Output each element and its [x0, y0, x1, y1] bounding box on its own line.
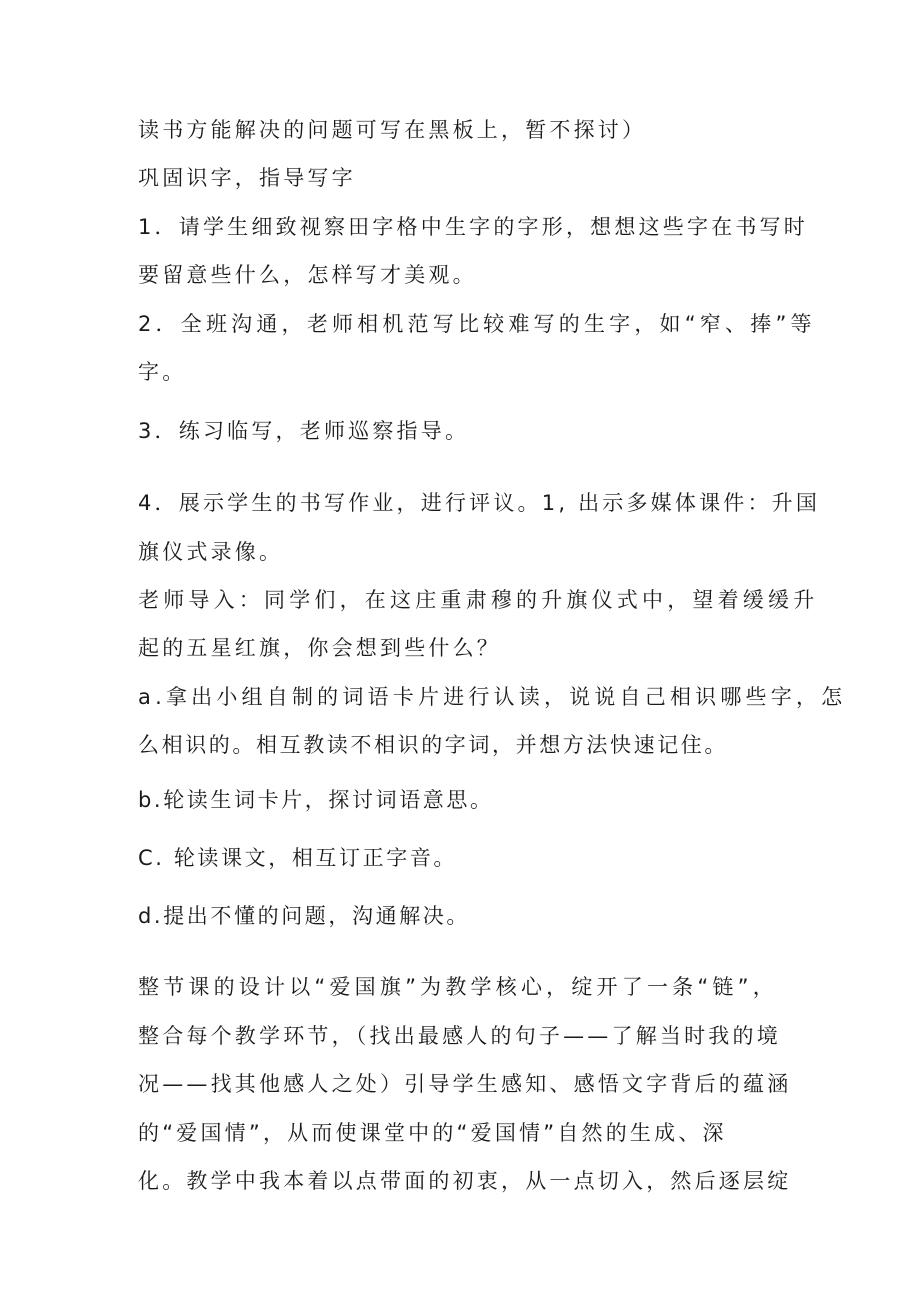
text-line: 么相识的。相互教读不相识的字词，并想方法快速记住。 [138, 733, 728, 757]
text-line: 2．全班沟通，老师相机范写比较难写的生字，如“窄、捧”等 [138, 312, 816, 336]
text-line: d.提出不懂的问题，沟通解决。 [138, 904, 471, 928]
text-line: a.拿出小组自制的词语卡片进行认读，说说自己相识哪些字，怎 [138, 685, 847, 709]
text-line: 3．练习临写，老师巡察指导。 [138, 419, 470, 443]
text-line: 字。 [138, 360, 187, 384]
text-line: 要留意些什么，怎样写才美观。 [138, 263, 477, 287]
text-line: 老师导入：同学们，在这庄重肃穆的升旗仪式中，望着缓缓升 [138, 588, 819, 612]
text-line: 读书方能解决的问题可写在黑板上，暂不探讨） [138, 118, 647, 142]
text-line: 4．展示学生的书写作业，进行评议。1, 出示多媒体课件：升国 [138, 491, 821, 515]
text-line: 整节课的设计以“爱国旗”为教学核心，绽开了一条“链”， [138, 975, 778, 999]
section-heading: 巩固识字，指导写字 [138, 166, 356, 190]
text-line: C. 轮读课文，相互订正字音。 [138, 846, 458, 870]
text-line: 的“爱国情”，从而使课堂中的“爱国情”自然的生成、深 [138, 1121, 727, 1145]
text-line: 况——找其他感人之处）引导学生感知、感悟文字背后的蕴涵 [138, 1072, 792, 1096]
text-line: 化。教学中我本着以点带面的初衷，从一点切入，然后逐层绽 [138, 1169, 792, 1193]
text-line: 整合每个教学环节，（找出最感人的句子——了解当时我的境 [138, 1024, 781, 1048]
text-line: 起的五星红旗，你会想到些什么？ [138, 636, 501, 660]
text-line: 旗仪式录像。 [138, 540, 284, 564]
text-line: 1．请学生细致视察田字格中生字的字形，想想这些字在书写时 [138, 215, 808, 239]
text-line: b.轮读生词卡片，探讨词语意思。 [138, 788, 494, 812]
